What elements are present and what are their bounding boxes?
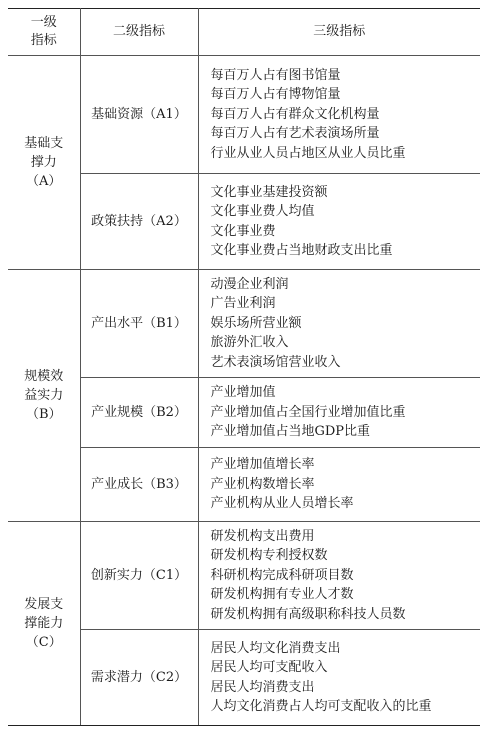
level3-cell xyxy=(198,378,480,448)
level3-item: 文化事业费人均值 xyxy=(210,204,315,219)
level3-item: 人均文化消费占人均可支配收入的比重 xyxy=(210,699,432,714)
level3-item: 动漫企业利润 xyxy=(210,276,289,292)
table-row xyxy=(8,56,480,174)
level3-item: 研发机构拥有高级职称科技人员数 xyxy=(210,606,406,622)
level1-cell-c xyxy=(8,522,80,726)
table-row xyxy=(8,270,480,378)
indicator-table xyxy=(8,8,480,726)
level3-item: 研发机构专利授权数 xyxy=(210,548,328,564)
header-level2: 二级指标 xyxy=(80,9,198,56)
level3-item: 旅游外汇收入 xyxy=(210,335,289,351)
header-row xyxy=(8,9,480,56)
level3-item: 每百万人占有博物馆量 xyxy=(210,87,341,103)
level2-cell: 产出水平（B1） xyxy=(80,270,198,378)
level3-item: 产业机构数增长率 xyxy=(210,476,315,492)
level1-label-line: 基础支 xyxy=(24,136,64,151)
level3-cell xyxy=(198,56,480,174)
level3-cell xyxy=(198,630,480,726)
level3-cell xyxy=(198,522,480,630)
level3-item: 科研机构完成科研项目数 xyxy=(210,567,354,583)
level1-cell-a xyxy=(8,56,80,270)
level3-item: 产业增加值占当地GDP比重 xyxy=(210,424,371,440)
level3-item: 每百万人占有图书馆量 xyxy=(210,67,341,83)
level1-cell-b xyxy=(8,270,80,522)
level1-label-line: （C） xyxy=(25,635,62,650)
level3-item: 艺术表演场馆营业收入 xyxy=(210,354,341,370)
level2-cell: 基础资源（A1） xyxy=(80,56,198,174)
level1-label-line: 撑能力 xyxy=(24,616,64,631)
level3-item: 文化事业费 xyxy=(210,223,276,239)
level3-item: 产业增加值增长率 xyxy=(210,457,315,473)
level2-cell: 产业成长（B3） xyxy=(80,448,198,522)
level3-item: 娱乐场所营业额 xyxy=(210,315,302,331)
level3-item: 文化事业费占当地财政支出比重 xyxy=(210,243,393,258)
level2-cell: 需求潜力（C2） xyxy=(80,630,198,726)
level3-item: 产业机构从业人员增长率 xyxy=(210,496,354,512)
header-level1-line1: 一级 xyxy=(30,15,57,30)
header-level1 xyxy=(8,9,80,56)
indicator-table-frame xyxy=(8,8,480,732)
level1-label-line: （B） xyxy=(25,407,62,422)
level2-cell: 政策扶持（A2） xyxy=(80,174,198,270)
level3-item: 居民人均文化消费支出 xyxy=(210,640,341,656)
level3-item: 产业增加值 xyxy=(210,385,276,401)
level3-item: 每百万人占有艺术表演场所量 xyxy=(210,126,380,142)
level3-item: 每百万人占有群众文化机构量 xyxy=(210,106,380,122)
level3-item: 研发机构拥有专业人才数 xyxy=(210,587,354,603)
level1-label-line: 益实力 xyxy=(24,388,64,403)
level3-item: 居民人均可支配收入 xyxy=(210,660,328,675)
table-row xyxy=(8,522,480,630)
header-level3: 三级指标 xyxy=(198,9,480,56)
level1-label-line: 规模效 xyxy=(24,369,64,384)
level2-cell: 产业规模（B2） xyxy=(80,378,198,448)
level1-label-line: （A） xyxy=(26,174,62,189)
level3-item: 文化事业基建投资额 xyxy=(210,184,328,200)
level1-label-line: 发展支 xyxy=(24,597,64,612)
level3-item: 研发机构支出费用 xyxy=(210,528,315,544)
level3-item: 产业增加值占全国行业增加值比重 xyxy=(210,404,406,420)
level1-label-line: 撑力 xyxy=(30,155,57,170)
header-level1-line2: 指标 xyxy=(30,33,57,48)
level3-item: 广告业利润 xyxy=(210,296,276,312)
level2-cell: 创新实力（C1） xyxy=(80,522,198,630)
level3-cell xyxy=(198,270,480,378)
level3-cell xyxy=(198,448,480,522)
level3-item: 行业从业人员占地区从业人员比重 xyxy=(210,145,406,161)
level3-item: 居民人均消费支出 xyxy=(210,679,315,695)
level3-cell xyxy=(198,174,480,270)
